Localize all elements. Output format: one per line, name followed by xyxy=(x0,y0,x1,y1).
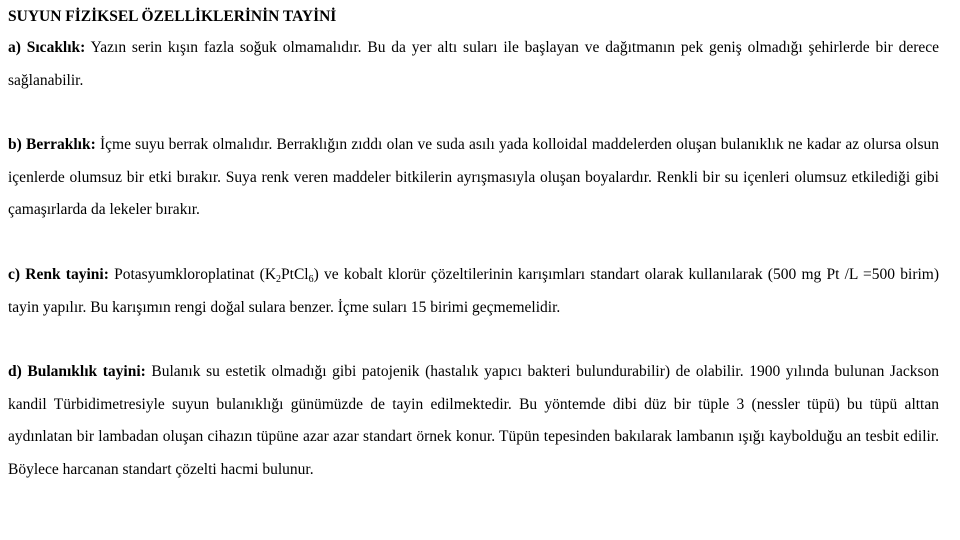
paragraph-turbidity-determination xyxy=(8,356,939,486)
page-title: SUYUN FİZİKSEL ÖZELLİKLERİNİN TAYİNİ xyxy=(8,8,337,25)
turbidity-label: d) Bulanıklık tayini: xyxy=(8,363,146,380)
turbidity-text: Bulanık su estetik olmadığı gibi patojenik (hastalık yapıcı bakteri bulundurabilir) de olabilir. 1900 yılında bulunan Jackson kandil Türbidimetresiyle suyun bulanıklığı günümüzde de tayin edilmektedir. Bu yöntemde dibi düz bir tüple 3 (nessler tüpü) bu tüpü alttan aydınlatan bir lambadan oluşan cihazın tüpüne azar azar standart örnek konur. Tüpün tepesinden bakılarak lambanın ışığı kaybolduğu an tesbit edilir. Böylece harcanan standart çözelti hacmi bulunur. xyxy=(8,363,940,478)
color-text-mid: PtCl xyxy=(281,266,309,283)
clarity-label: b) Berraklık: xyxy=(8,136,96,153)
temperature-text: Yazın serin kışın fazla soğuk olmamalıdır. Bu da yer altı suları ile başlayan ve dağıtmanın pek geniş olmadığı şehirlerde bir derece sağlanabilir. xyxy=(8,39,940,89)
paragraph-color-determination xyxy=(8,259,939,324)
color-determination-label: c) Renk tayini: xyxy=(8,266,109,283)
clarity-text: İçme suyu berrak olmalıdır. Berraklığın zıddı olan ve suda asılı yada kolloidal maddelerden oluşan bulanıklık ne kadar az olursa olsun içenlerde olumsuz bir etki bırakır. Suya renk veren maddeler bitkilerin ayrışmasıyla oluşan boyalardır. Renkli bir su içenleri olumsuz etkilediği gibi çamaşırlarda da lekeler bırakır. xyxy=(8,136,940,218)
formula-subscript-cl: 6 xyxy=(308,274,314,285)
color-text-after: ) ve kobalt klorür çözeltilerinin karışımları standart olarak kullanılarak (500 mg Pt /L =500 birim) tayin yapılır. Bu karışımın rengi doğal sulara benzer. İçme suları 15 birimi geçmemelidir. xyxy=(8,266,940,316)
paragraph-temperature xyxy=(8,32,939,97)
temperature-label: a) Sıcaklık: xyxy=(8,39,86,56)
color-text-before: Potasyumkloroplatinat (K xyxy=(114,266,277,283)
formula-subscript-k: 2 xyxy=(276,274,282,285)
paragraph-clarity xyxy=(8,129,939,227)
